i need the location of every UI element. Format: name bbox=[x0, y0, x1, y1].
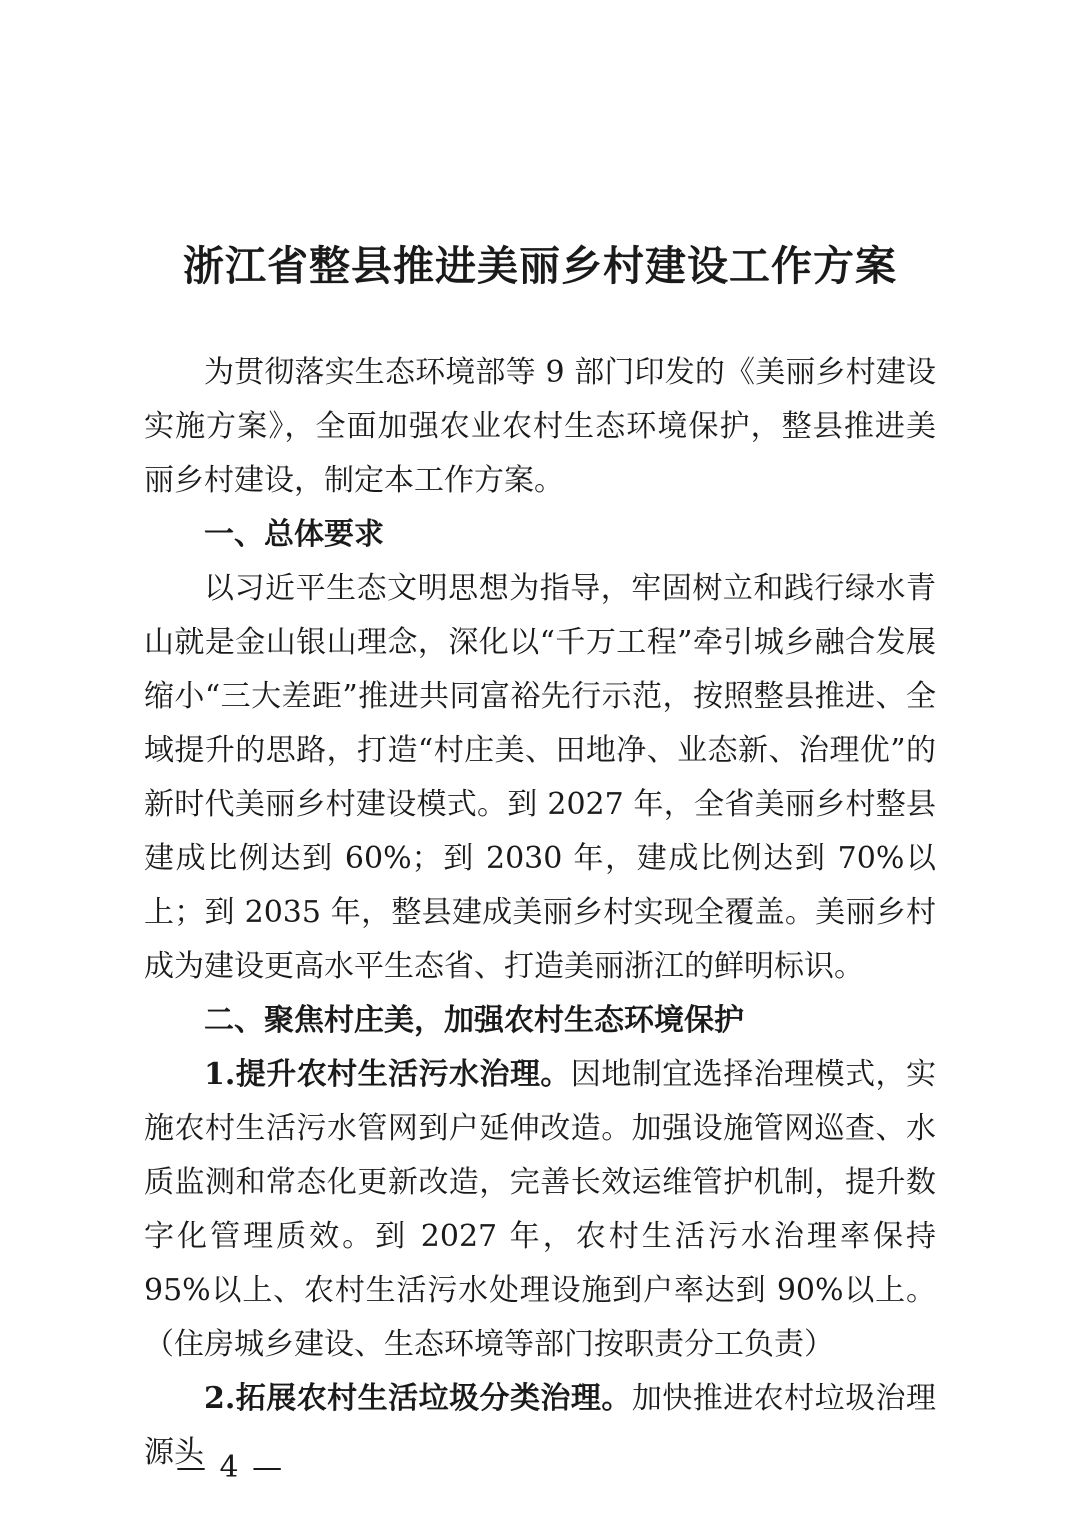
section2-heading: 二、聚焦村庄美，加强农村生态环境保护 bbox=[204, 1003, 744, 1038]
document-title: 浙江省整县推进美丽乡村建设工作方案 bbox=[183, 242, 897, 290]
item2-title: 2.拓展农村生活垃圾分类治理。 bbox=[204, 1381, 632, 1416]
item2-text: 加快推进农村垃圾治理源头 bbox=[144, 1381, 937, 1470]
page-number: — 4 — bbox=[176, 1450, 285, 1485]
section1-paragraph: 以习近平生态文明思想为指导，牢固树立和践行绿水青山就是金山银山理念，深化以“千万工程”牵引城乡融合发展缩小“三大差距”推进共同富裕先行示范，按照整县推进、全域提升的思路，打造“村庄美、田地净、业态新、治理优”的新时代美丽乡村建设模式。到 2027 年，全省美丽乡村整县建成比例达到 60%；到 2030 年，建成比例达到 70%以上；到 2035 年，整县建成美丽乡村实现全覆盖。美丽乡村成为建设更高水平生态省、打造美丽浙江的鲜明标识。 bbox=[144, 571, 936, 984]
document-body bbox=[144, 346, 936, 1480]
section1-heading: 一、总体要求 bbox=[204, 517, 384, 552]
item1-paragraph bbox=[144, 1048, 936, 1372]
intro-paragraph: 为贯彻落实生态环境部等 9 部门印发的《美丽乡村建设实施方案》，全面加强农业农村生态环境保护，整县推进美丽乡村建设，制定本工作方案。 bbox=[144, 355, 936, 498]
item1-title: 1.提升农村生活污水治理。 bbox=[204, 1057, 571, 1092]
item1-text: 因地制宜选择治理模式，实施农村生活污水管网到户延伸改造。加强设施管网巡查、水质监测和常态化更新改造，完善长效运维管护机制，提升数字化管理质效。到 2027 年，农村生活污水治理率保持 95%以上、农村生活污水处理设施到户率达到 90%以上。（住房城乡建设、生态环境等部门按职责分工负责） bbox=[144, 1057, 936, 1362]
